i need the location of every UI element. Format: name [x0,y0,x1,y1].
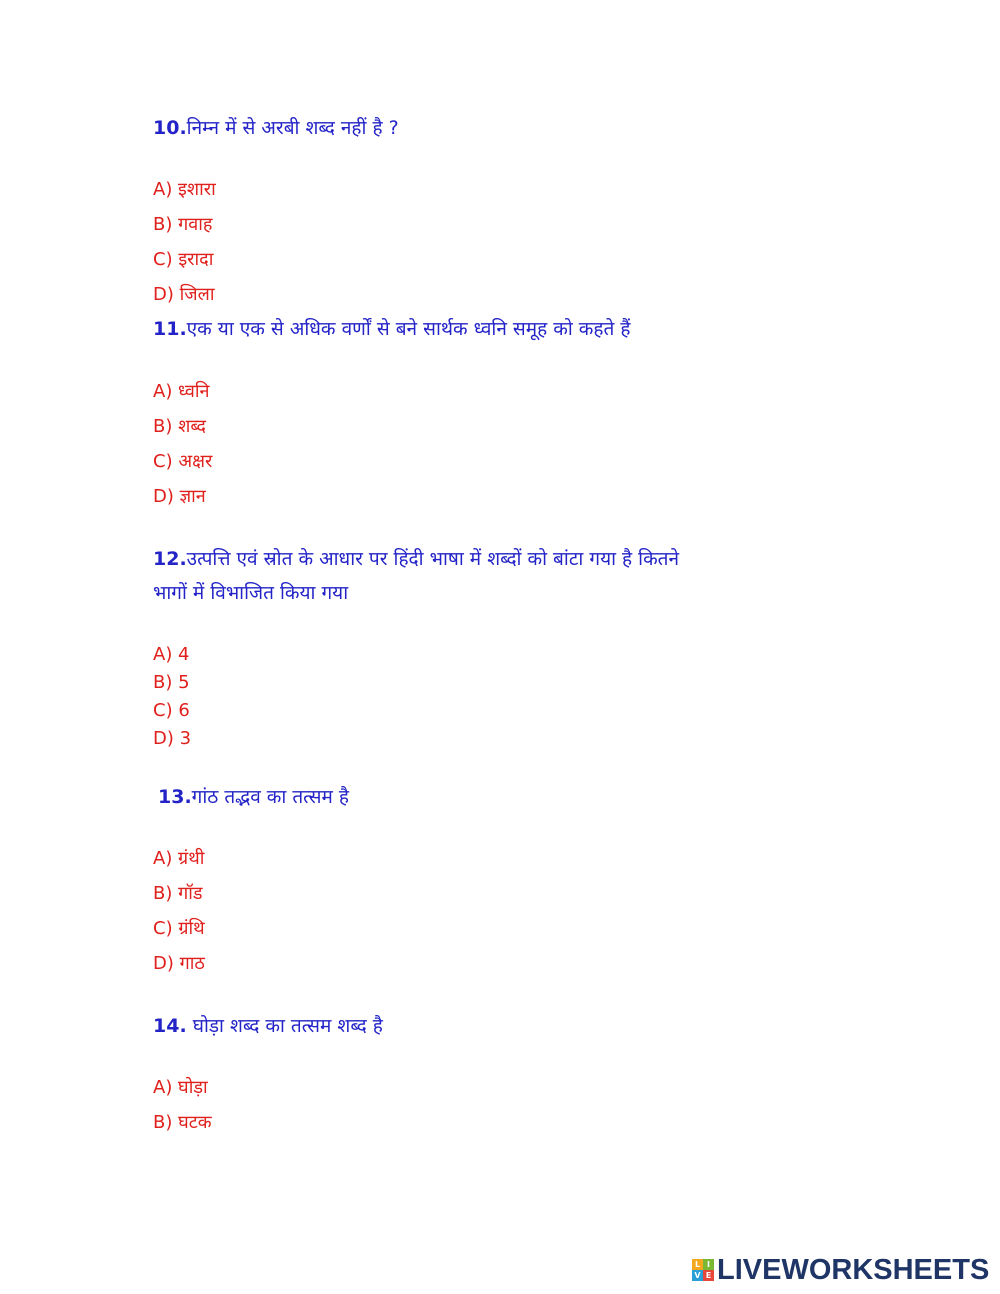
question-12-line2: भागों में विभाजित किया गया [153,582,349,604]
question-number: 10. [153,117,187,139]
option-a[interactable]: A) ध्वनि [153,381,210,402]
question-13 [158,780,349,814]
option-d[interactable]: D) 3 [153,728,192,749]
option-a[interactable]: A) 4 [153,644,190,665]
option-b[interactable]: B) घटक [153,1112,212,1133]
option-d[interactable]: D) गाठ [153,953,205,974]
option-b[interactable]: B) शब्द [153,416,206,437]
question-11 [153,312,630,346]
question-number: 12. [153,548,187,570]
option-c[interactable]: C) अक्षर [153,451,213,472]
option-a[interactable]: A) ग्रंथी [153,848,205,869]
logo-text: LIVEWORKSHEETS [717,1253,990,1286]
option-d[interactable]: D) ज्ञान [153,486,206,507]
question-10 [153,111,399,145]
question-14 [153,1009,383,1043]
logo-mark-icon: L I V E [692,1259,714,1281]
option-a[interactable]: A) इशारा [153,179,216,200]
option-d[interactable]: D) जिला [153,284,215,305]
question-text: घोड़ा शब्द का तत्सम शब्द है [186,1015,383,1037]
option-c[interactable]: C) 6 [153,700,190,721]
question-12 [153,542,679,576]
question-number: 13. [158,786,192,808]
question-text: एक या एक से अधिक वर्णों से बने सार्थक ध्वनि समूह को कहते हैं [186,318,631,340]
option-c[interactable]: C) इरादा [153,249,214,270]
option-c[interactable]: C) ग्रंथि [153,918,205,939]
liveworksheets-logo [692,1254,989,1286]
option-a[interactable]: A) घोड़ा [153,1077,208,1098]
option-b[interactable]: B) 5 [153,672,190,693]
option-b[interactable]: B) गॉड [153,883,203,904]
option-b[interactable]: B) गवाह [153,214,213,235]
question-text: उत्पत्ति एवं स्रोत के आधार पर हिंदी भाषा में शब्दों को बांटा गया है कितने [186,548,680,570]
question-number: 11. [153,318,187,340]
question-text: गांठ तद्भव का तत्सम है [191,786,349,808]
question-text: निम्न में से अरबी शब्द नहीं है ? [186,117,399,139]
question-number: 14. [153,1015,187,1037]
